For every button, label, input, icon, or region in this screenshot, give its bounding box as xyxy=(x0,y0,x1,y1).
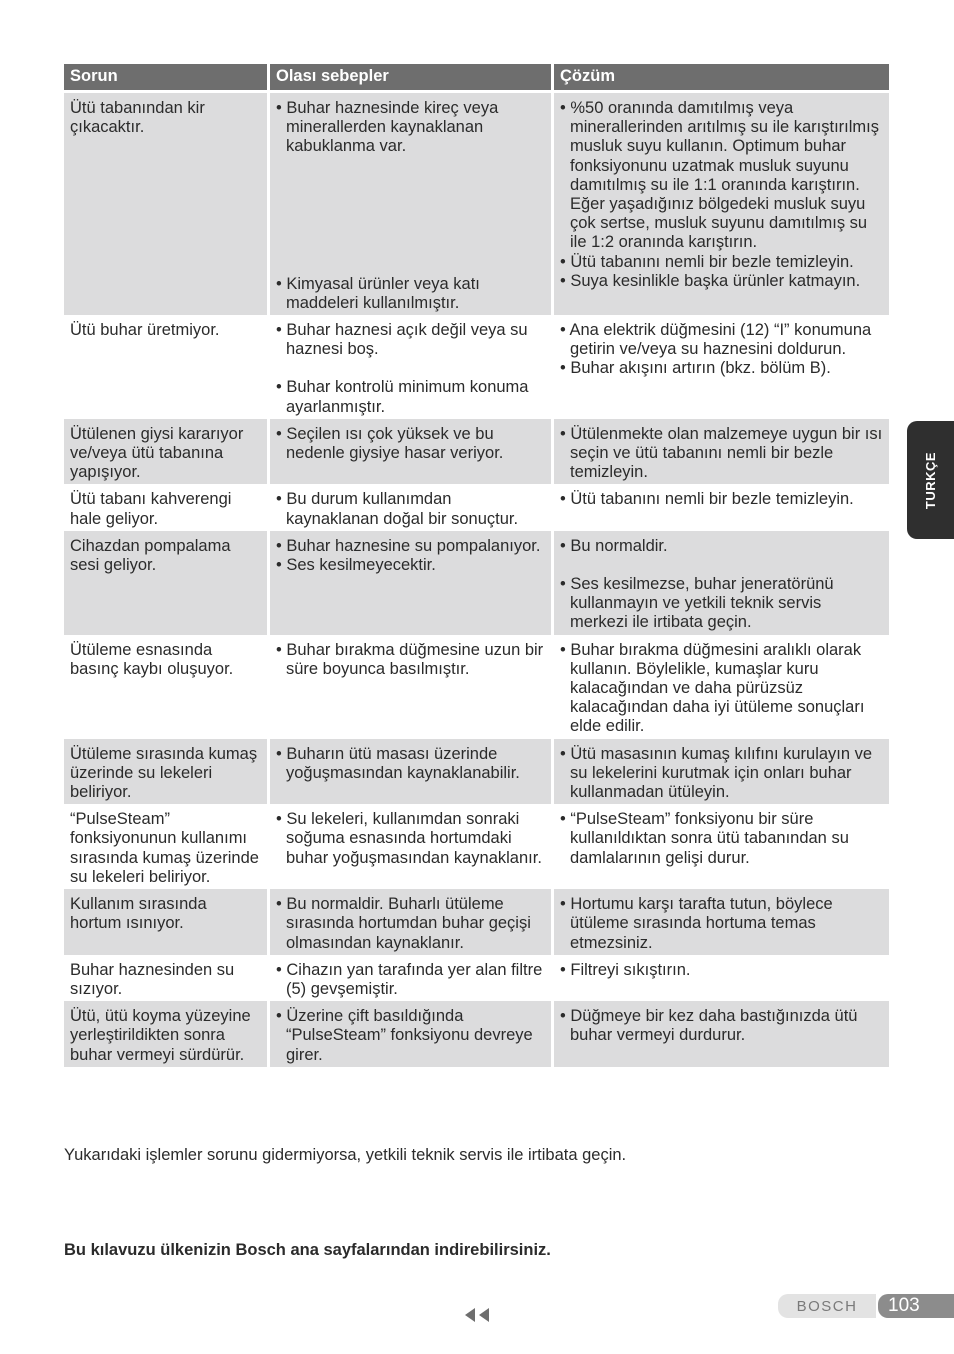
bullet: • xyxy=(560,1007,566,1026)
table-row xyxy=(64,315,889,419)
causes-cell xyxy=(270,635,554,739)
solutions-cell xyxy=(554,739,889,805)
solution-text: Ses kesilmezse, buhar jeneratörünü kullanmayın ve yetkili teknik servis merkezi ile irtibata geçin. xyxy=(570,575,834,632)
solution-text: Ütü tabanını nemli bir bezle temizleyin. xyxy=(570,252,854,271)
column-header-problem: Sorun xyxy=(64,64,270,93)
cause-text: Buhar haznesinde kireç veya minerallerden kaynaklanan kabuklanma var. xyxy=(286,99,499,156)
solution-text: Filtreyi sıkıştırın. xyxy=(570,960,691,979)
language-tab xyxy=(907,421,954,539)
solutions-cell xyxy=(554,315,889,419)
table-row xyxy=(64,739,889,805)
solutions-cell xyxy=(554,531,889,635)
page-number xyxy=(878,1294,954,1318)
back-arrows-icon xyxy=(464,1307,490,1328)
bullet: • xyxy=(276,321,282,340)
solutions-cell xyxy=(554,484,889,530)
bullet: • xyxy=(276,536,282,555)
cause-text: Cihazın yan tarafında yer alan filtre (5) gevşemiştir. xyxy=(286,960,543,998)
troubleshooting-table xyxy=(64,64,889,1067)
bullet: • xyxy=(276,640,282,659)
table-row xyxy=(64,531,889,635)
bullet: • xyxy=(560,744,566,763)
cause-text: Buhar haznesine su pompalanıyor. xyxy=(286,536,541,555)
bullet: • xyxy=(560,895,566,914)
solutions-cell xyxy=(554,419,889,485)
causes-cell xyxy=(270,531,554,635)
bullet: • xyxy=(276,424,282,443)
bullet: • xyxy=(560,359,566,378)
column-header-solution: Çözüm xyxy=(554,64,889,93)
solution-text: Düğmeye bir kez daha bastığınızda ütü buhar vermeyi durdurur. xyxy=(570,1007,858,1045)
table-row xyxy=(64,889,889,955)
solution-text: Suya kesinlikle başka ürünler katmayın. xyxy=(570,271,861,290)
problem-cell: Ütü, ütü koyma yüzeyine yerleştirildikten sonra buhar vermeyi sürdürür. xyxy=(64,1001,270,1067)
causes-cell xyxy=(270,739,554,805)
causes-cell xyxy=(270,1001,554,1067)
solutions-cell xyxy=(554,635,889,739)
bullet: • xyxy=(560,810,566,829)
page-number-text: 103 xyxy=(888,1295,920,1316)
problem-cell: Kullanım sırasında hortum ısınıyor. xyxy=(64,889,270,955)
table-row xyxy=(64,1001,889,1067)
cause-text: Su lekeleri, kullanımdan sonraki soğuma esnasında hortumdaki buhar yoğuşmasından kaynaklanır. xyxy=(286,810,542,867)
bullet: • xyxy=(276,99,282,117)
solutions-cell xyxy=(554,1001,889,1067)
bullet: • xyxy=(276,1007,282,1026)
causes-cell xyxy=(270,804,554,889)
language-tab-label: TURKÇE xyxy=(923,451,939,509)
bullet: • xyxy=(560,424,566,443)
problem-cell: Buhar haznesinden su sızıyor. xyxy=(64,955,270,1001)
bullet: • xyxy=(276,378,282,397)
table-row xyxy=(64,484,889,530)
bullet: • xyxy=(276,490,282,509)
solution-text: Ütülenmekte olan malzemeye uygun bir ısı seçin ve ütü tabanını nemli bir bezle temizleyin. xyxy=(570,424,883,482)
table-header-row xyxy=(64,64,889,93)
problem-cell: Ütüleme esnasında basınç kaybı oluşuyor. xyxy=(64,635,270,739)
cause-text: Bu normaldir. Buharlı ütüleme sırasında hortumdan buhar geçişi olmasından kaynaklanır. xyxy=(286,895,531,952)
solution-text: Bu normaldir. xyxy=(570,536,668,555)
bullet: • xyxy=(560,271,566,290)
solutions-cell xyxy=(554,804,889,889)
table-row xyxy=(64,419,889,485)
bullet: • xyxy=(560,575,566,594)
problem-cell: Ütülenen giysi kararıyor ve/veya ütü tabanına yapışıyor. xyxy=(64,419,270,485)
column-header-causes: Olası sebepler xyxy=(270,64,554,93)
solution-text: “PulseSteam” fonksiyonu bir süre kullanıldıktan sonra ütü tabanından su damlalarının gelişi durur. xyxy=(570,810,849,867)
problem-cell: Cihazdan pompalama sesi geliyor. xyxy=(64,531,270,635)
bullet: • xyxy=(276,810,282,829)
causes-cell xyxy=(270,315,554,419)
cause-text: Buhar kontrolü minimum konuma ayarlanmıştır. xyxy=(286,378,529,416)
cause-text: Buhar bırakma düğmesine uzun bir süre boyunca basılmıştır. xyxy=(286,640,544,678)
cause-text: Buharın ütü masası üzerinde yoğuşmasından kaynaklanabilir. xyxy=(286,744,520,782)
table-row xyxy=(64,804,889,889)
solution-text: Ütü tabanını nemli bir bezle temizleyin. xyxy=(570,490,854,509)
solutions-cell xyxy=(554,93,889,315)
solution-text: Buhar akışını artırın (bkz. bölüm B). xyxy=(570,359,831,378)
cause-text: Üzerine çift basıldığında “PulseSteam” fonksiyonu devreye girer. xyxy=(286,1007,533,1064)
problem-cell: Ütü tabanından kir çıkacaktır. xyxy=(64,93,270,315)
bullet: • xyxy=(560,960,566,979)
causes-cell xyxy=(270,889,554,955)
causes-cell xyxy=(270,484,554,530)
causes-cell xyxy=(270,93,554,315)
cause-text: Buhar haznesi açık değil veya su haznesi boş. xyxy=(286,321,528,359)
cause-text: Bu durum kullanımdan kaynaklanan doğal bir sonuçtur. xyxy=(286,490,519,528)
brand-label xyxy=(778,1294,876,1318)
solution-text: %50 oranında damıtılmış veya minerallerinden arıtılmış su ile karıştırılmış musluk suyu kullanın. Optimum buhar fonksiyonunu uzatmak musluk suyunu damıtılmış su ile 1:1 oranında karıştırın. Eğer yaşadığınız bölgedeki musluk suyu çok sertse, musluk suyunu damıtılmış su ile 1:2 oranında karıştırın. xyxy=(570,99,879,252)
problem-cell: Ütü buhar üretmiyor. xyxy=(64,315,270,419)
solutions-cell xyxy=(554,889,889,955)
service-footnote: Yukarıdaki işlemler sorunu gidermiyorsa, yetkili teknik servis ile irtibata geçin. xyxy=(64,1146,627,1164)
bullet: • xyxy=(560,536,566,555)
problem-cell: Ütüleme sırasında kumaş üzerinde su lekeleri beliriyor. xyxy=(64,739,270,805)
cause-text: Seçilen ısı çok yüksek ve bu nedenle giysiye hasar veriyor. xyxy=(286,424,504,463)
solution-text: Buhar bırakma düğmesini aralıklı olarak kullanın. Böylelikle, kumaşlar kuru kalacağından ve daha pürüzsüz kalacağından daha iyi ütüleme sonuçları elde edilir. xyxy=(570,640,865,736)
cause-text: Kimyasal ürünler veya katı maddeleri kullanılmıştır. xyxy=(286,274,480,312)
bullet: • xyxy=(276,744,282,763)
brand-text: BOSCH xyxy=(796,1297,858,1315)
bullet: • xyxy=(560,252,566,271)
bullet: • xyxy=(276,895,282,914)
solution-text: Ütü masasının kumaş kılıfını kurulayın ve su lekelerini kurutmak için onları buhar kullanmadan ütüleyin. xyxy=(570,744,873,802)
bullet: • xyxy=(560,490,566,509)
bullet: • xyxy=(560,321,566,340)
table-row xyxy=(64,955,889,1001)
bullet: • xyxy=(560,99,566,117)
table-row xyxy=(64,93,889,315)
solutions-cell xyxy=(554,955,889,1001)
table-row xyxy=(64,635,889,739)
solution-text: Hortumu karşı tarafta tutun, böylece ütüleme sırasında hortuma temas etmezsiniz. xyxy=(570,895,833,952)
causes-cell xyxy=(270,419,554,485)
bullet: • xyxy=(276,556,282,575)
bullet: • xyxy=(276,960,282,979)
cause-text: Ses kesilmeyecektir. xyxy=(286,556,436,575)
solution-text: Ana elektrik düğmesini (12) “I” konumuna getirin ve/veya su haznesini doldurun. xyxy=(569,321,872,359)
bullet: • xyxy=(560,640,566,659)
problem-cell: “PulseSteam” fonksiyonunun kullanımı sırasında kumaş üzerinde su lekeleri beliriyor. xyxy=(64,804,270,889)
bullet: • xyxy=(276,274,282,293)
problem-cell: Ütü tabanı kahverengi hale geliyor. xyxy=(64,484,270,530)
download-note: Bu kılavuzu ülkenizin Bosch ana sayfalarından indirebilirsiniz. xyxy=(64,1241,551,1259)
causes-cell xyxy=(270,955,554,1001)
